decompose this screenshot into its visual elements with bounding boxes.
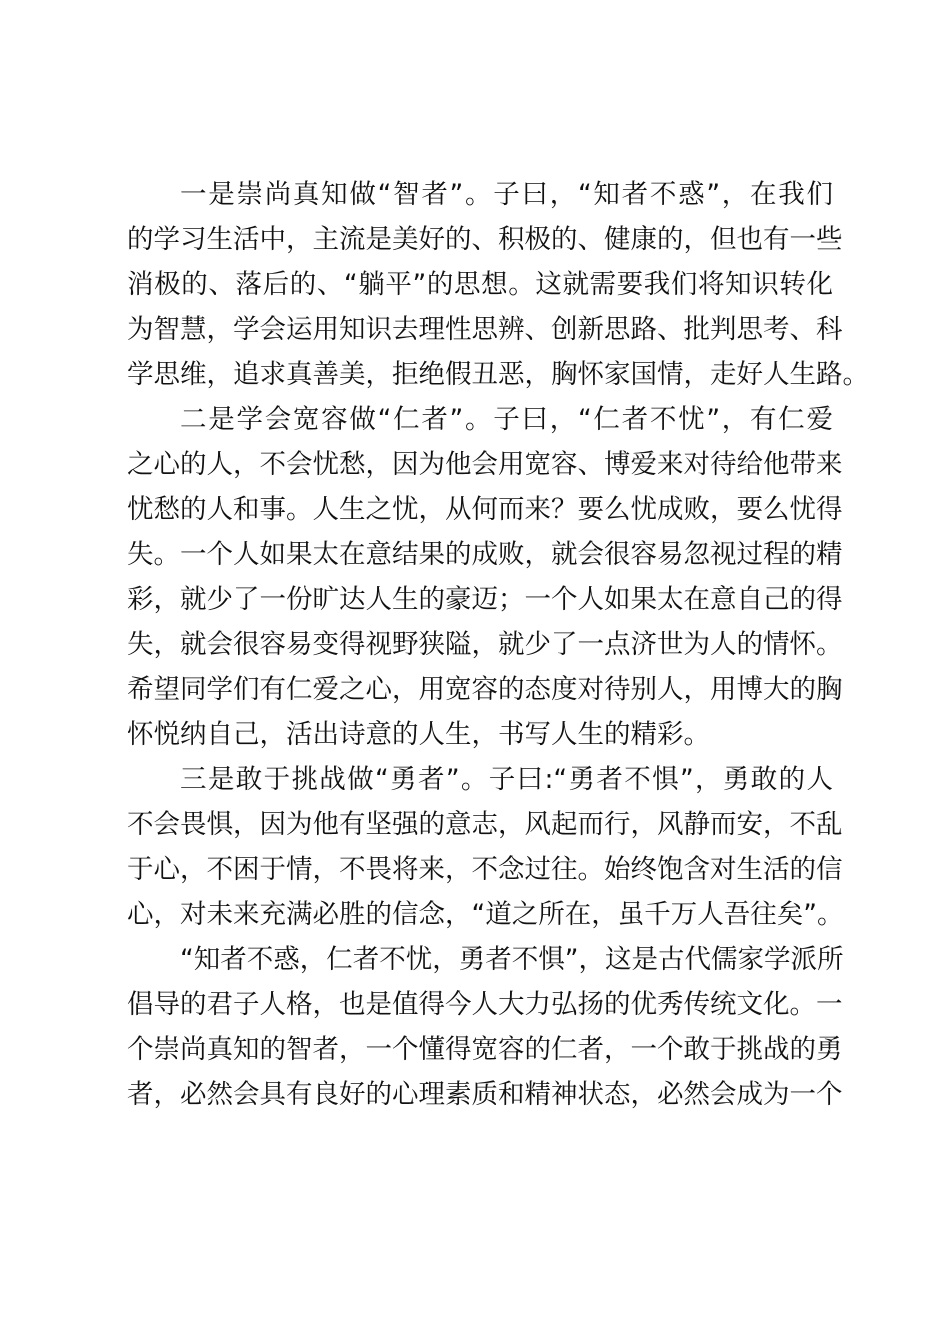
body-text <box>127 172 869 1117</box>
paragraph-line: 为智慧，学会运用知识去理性思辨、创新思路、批判思考、科 <box>127 314 843 345</box>
paragraph-renzhe <box>127 397 843 757</box>
paragraph-line: 个崇尚真知的智者，一个懂得宽容的仁者，一个敢于挑战的勇 <box>127 1034 843 1065</box>
paragraph-line: 希望同学们有仁爱之心，用宽容的态度对待别人，用博大的胸 <box>127 674 843 705</box>
paragraph-zhizhe <box>127 172 869 397</box>
paragraph-yongzhe <box>127 757 844 937</box>
paragraph-summary <box>127 937 844 1117</box>
paragraph-line: 忧愁的人和事。人生之忧，从何而来？要么忧成败，要么忧得 <box>127 494 843 525</box>
paragraph-line: 失。一个人如果太在意结果的成败，就会很容易忽视过程的精 <box>127 539 843 570</box>
paragraph-line: 于心，不困于情，不畏将来，不念过往。始终饱含对生活的信 <box>127 854 843 885</box>
paragraph-line: 三是敢于挑战做“勇者”。子曰:“勇者不惧”，勇敢的人 <box>180 764 833 795</box>
paragraph-line: 一是崇尚真知做“智者”。子曰，“知者不惑”，在我们 <box>180 179 833 210</box>
paragraph-line: 消极的、落后的、“躺平”的思想。这就需要我们将知识转化 <box>127 269 833 300</box>
paragraph-line: 彩，就少了一份旷达人生的豪迈；一个人如果太在意自己的得 <box>127 584 843 615</box>
paragraph-line: 之心的人，不会忧愁，因为他会用宽容、博爱来对待给他带来 <box>127 449 843 480</box>
paragraph-line: 倡导的君子人格，也是值得今人大力弘扬的优秀传统文化。一 <box>127 989 843 1020</box>
paragraph-line: 失，就会很容易变得视野狭隘，就少了一点济世为人的情怀。 <box>127 629 843 660</box>
paragraph-line: “知者不惑，仁者不忧，勇者不惧”，这是古代儒家学派所 <box>180 944 844 975</box>
paragraph-line: 二是学会宽容做“仁者”。子曰，“仁者不忧”，有仁爱 <box>180 404 833 435</box>
paragraph-line: 的学习生活中，主流是美好的、积极的、健康的，但也有一些 <box>127 224 843 255</box>
paragraph-line: 怀悦纳自己，活出诗意的人生，书写人生的精彩。 <box>127 719 710 750</box>
paragraph-line: 不会畏惧，因为他有坚强的意志，风起而行，风静而安，不乱 <box>127 809 843 840</box>
paragraph-line: 心，对未来充满必胜的信念，“道之所在，虽千万人吾往矣”。 <box>127 899 844 930</box>
paragraph-line: 学思维，追求真善美，拒绝假丑恶，胸怀家国情，走好人生路。 <box>127 359 869 390</box>
paragraph-line: 者，必然会具有良好的心理素质和精神状态，必然会成为一个 <box>127 1079 843 1110</box>
